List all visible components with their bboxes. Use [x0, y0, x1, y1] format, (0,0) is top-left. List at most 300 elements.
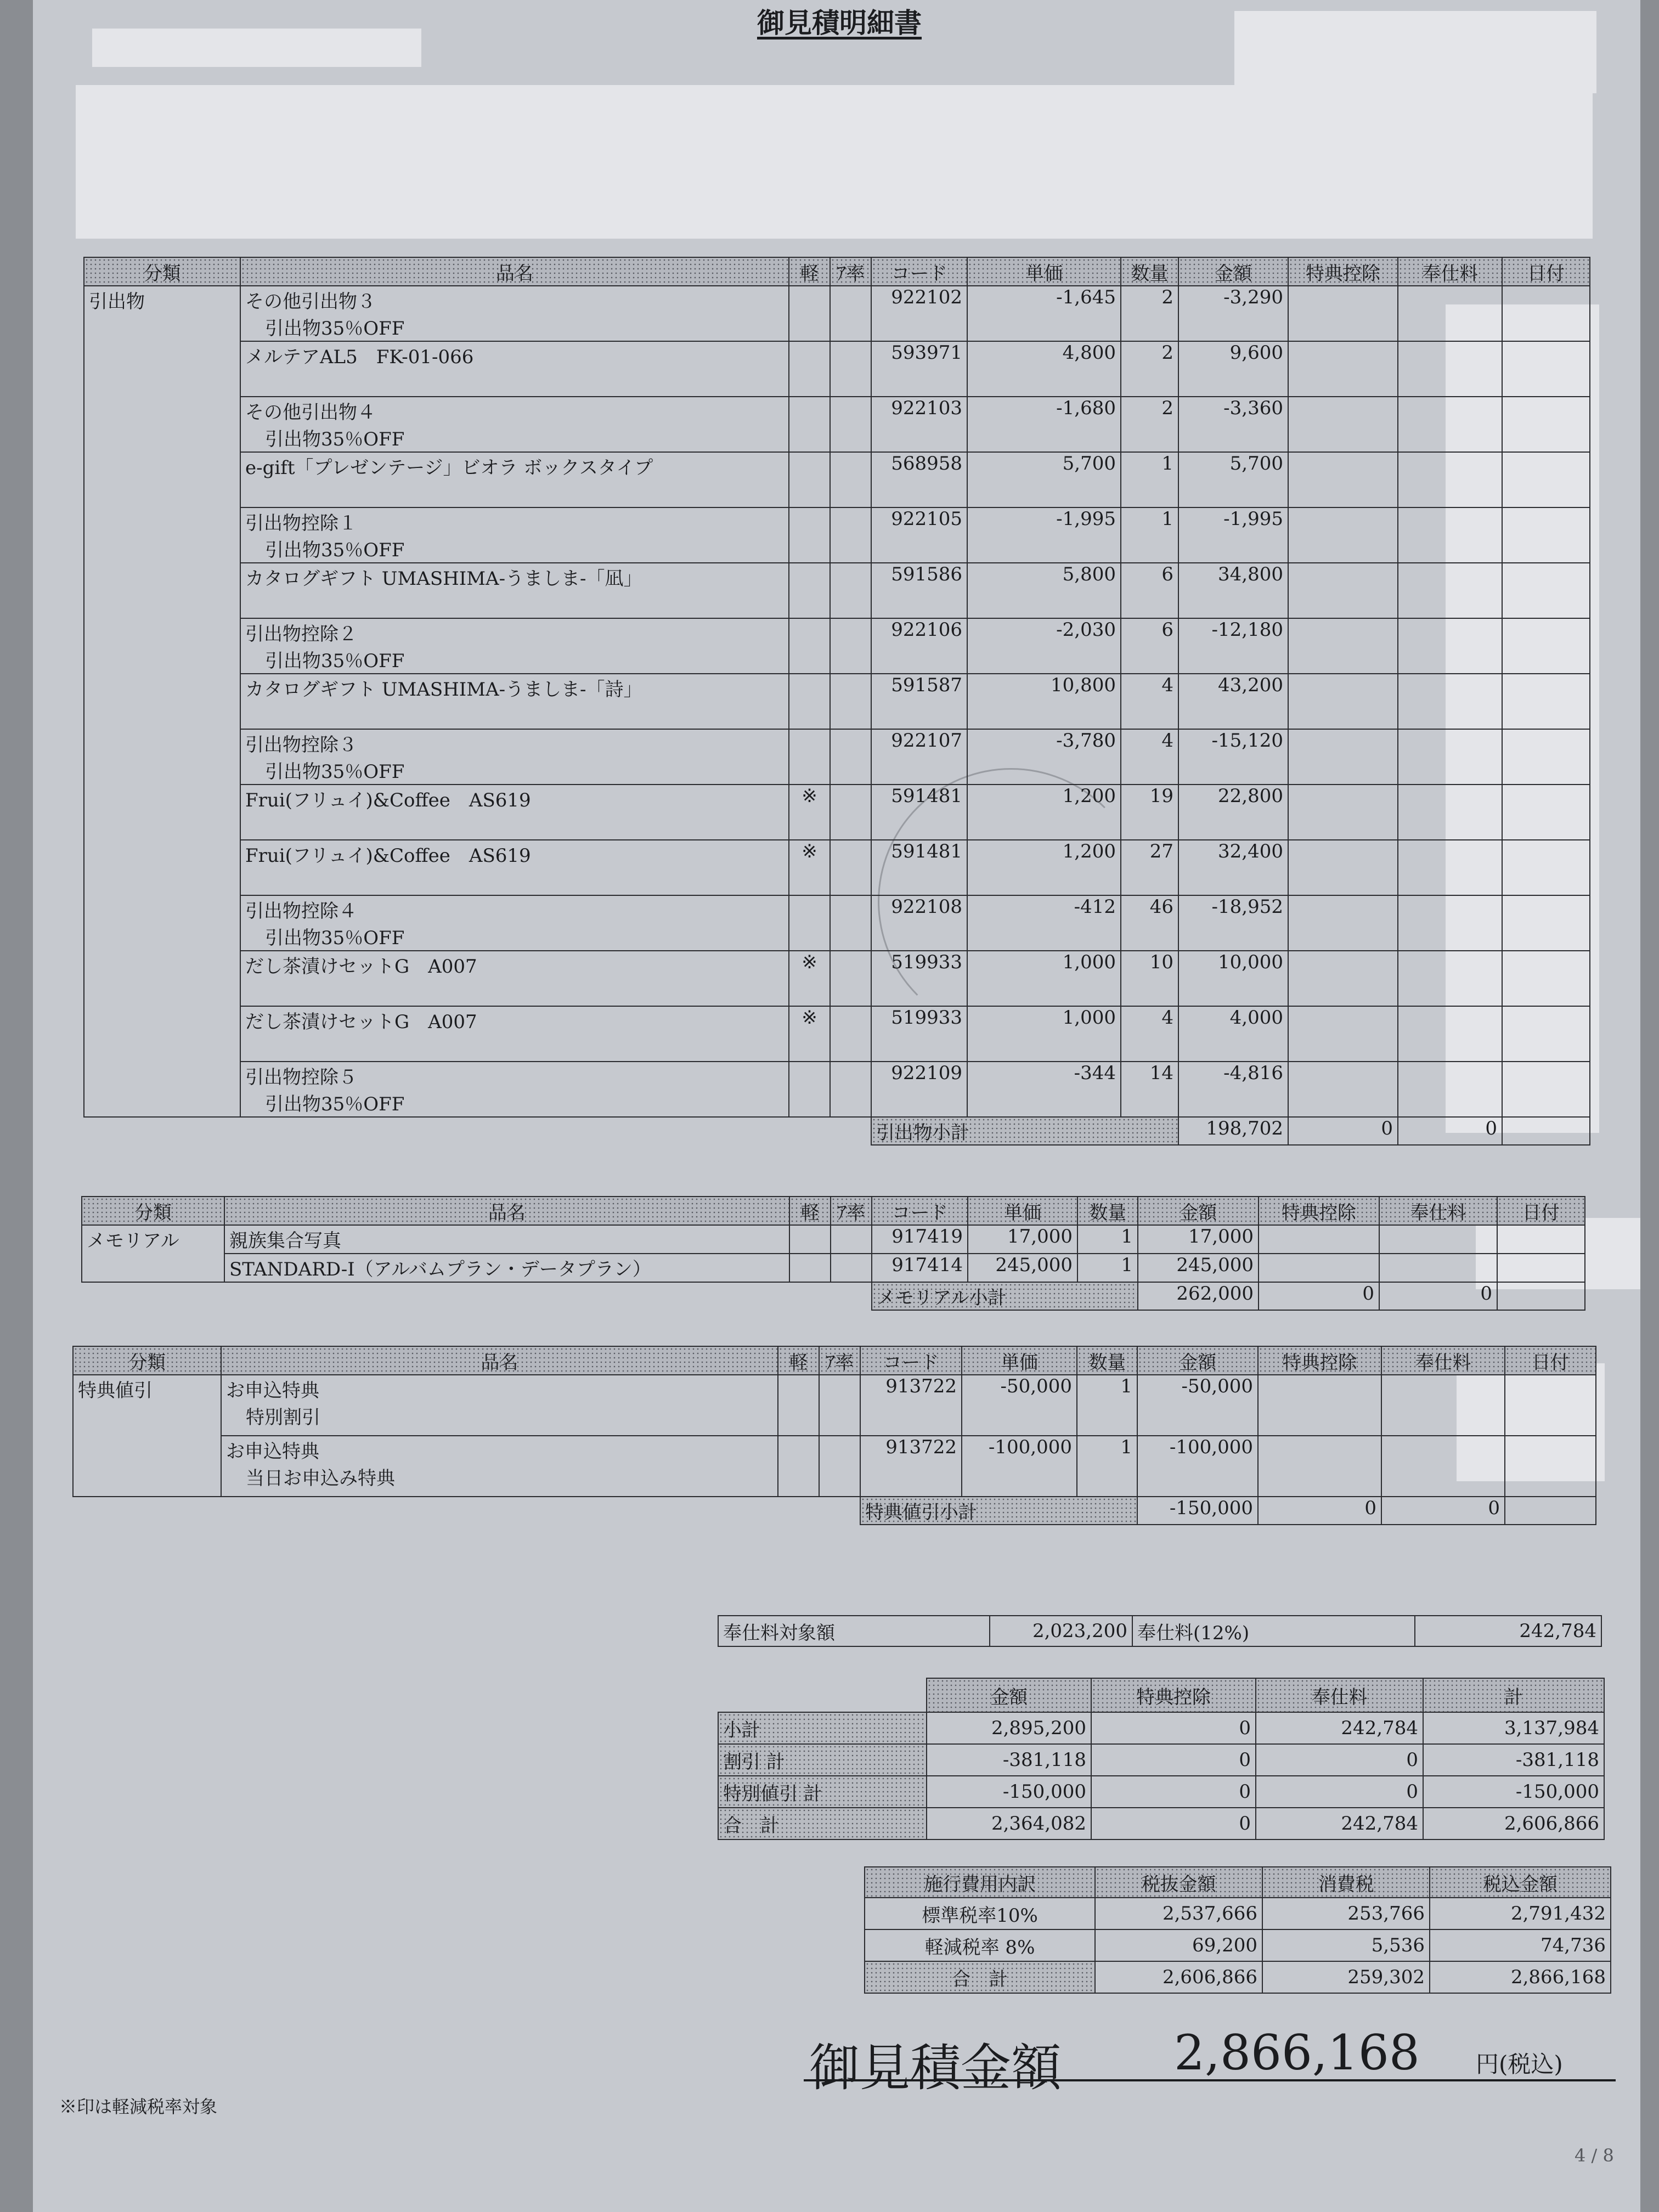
- summary-row: [718, 1712, 1604, 1744]
- tax-value: 2,791,432: [1430, 1898, 1611, 1929]
- qty-cell: 1: [1121, 452, 1178, 507]
- table-row: [84, 397, 1590, 452]
- date-cell: [1502, 785, 1590, 840]
- item-name: だし茶漬けセットG A007: [245, 956, 477, 978]
- service-cell: [1379, 1225, 1497, 1254]
- subtotal-benefit: 0: [1258, 1497, 1381, 1525]
- amount-cell: 43,200: [1178, 674, 1288, 729]
- amount-cell: -50,000: [1137, 1375, 1258, 1436]
- qty-cell: 14: [1121, 1062, 1178, 1117]
- header-benefit: 特典控除: [1288, 257, 1398, 286]
- header-date: 日付: [1502, 257, 1590, 286]
- unit-price-cell: 1,200: [967, 840, 1121, 895]
- item-name: e-gift「プレゼンテージ」ビオラ ボックスタイプ: [245, 457, 653, 479]
- qty-cell: 10: [1121, 951, 1178, 1006]
- item-name-cell: [240, 397, 789, 452]
- qty-cell: 4: [1121, 729, 1178, 785]
- subtotal-service: 0: [1398, 1117, 1502, 1145]
- code-cell: 913722: [860, 1375, 962, 1436]
- unit-price-cell: -2,030: [967, 618, 1121, 674]
- date-cell: [1502, 1062, 1590, 1117]
- date-cell: [1502, 397, 1590, 452]
- unit-price-cell: 1,000: [967, 951, 1121, 1006]
- unit-price-cell: 17,000: [968, 1225, 1077, 1254]
- document-title: 御見積明細書: [757, 7, 922, 39]
- qty-cell: 1: [1077, 1225, 1138, 1254]
- summary-header-service: 奉仕料: [1256, 1678, 1423, 1712]
- reduced-tax-mark: [789, 674, 830, 729]
- summary-header-total: 計: [1423, 1678, 1604, 1712]
- subtotal-benefit: 0: [1259, 1282, 1379, 1310]
- amount-cell: -3,360: [1178, 397, 1288, 452]
- header-name: 品名: [240, 257, 789, 286]
- reduced-tax-mark: [789, 1254, 831, 1282]
- item-name: 引出物控除２: [245, 623, 357, 645]
- summary-value: 0: [1091, 1776, 1256, 1808]
- item-name: STANDARD-Ⅰ（アルバムプラン・データプラン）: [229, 1259, 651, 1280]
- code-cell: 922106: [871, 618, 967, 674]
- header-unit-price: 単価: [962, 1346, 1077, 1375]
- subtotal-row: [84, 1117, 1590, 1145]
- tax-cell: [830, 785, 871, 840]
- table-row: [82, 1225, 1585, 1254]
- summary-header-benefit: 特典控除: [1091, 1678, 1256, 1712]
- benefit-cell: [1288, 1006, 1398, 1062]
- unit-price-cell: -1,680: [967, 397, 1121, 452]
- service-cell: [1398, 397, 1502, 452]
- redacted-block: [1234, 11, 1596, 93]
- date-cell: [1502, 618, 1590, 674]
- unit-price-cell: 5,800: [967, 563, 1121, 618]
- header-tax-rate: ｱ率: [830, 257, 871, 286]
- subtotal-label: 特典値引小計: [860, 1497, 1137, 1525]
- tax-value: 259,302: [1262, 1961, 1430, 1993]
- service-cell: [1398, 729, 1502, 785]
- tax-value: 2,537,666: [1095, 1898, 1262, 1929]
- header-service: 奉仕料: [1381, 1346, 1505, 1375]
- tax-header-excl: 税抜金額: [1095, 1867, 1262, 1898]
- date-cell: [1502, 563, 1590, 618]
- section-table-tokuten: [72, 1346, 1596, 1525]
- footnote: ※印は軽減税率対象: [59, 2096, 218, 2117]
- qty-cell: 27: [1121, 840, 1178, 895]
- item-name-cell: [240, 895, 789, 951]
- amount-cell: 10,000: [1178, 951, 1288, 1006]
- item-name: カタログギフト UMASHIMA-うましま-「詩」: [245, 679, 642, 701]
- date-cell: [1497, 1254, 1585, 1282]
- date-cell: [1502, 1006, 1590, 1062]
- amount-cell: 4,000: [1178, 1006, 1288, 1062]
- amount-cell: -100,000: [1137, 1436, 1258, 1497]
- header-qty: 数量: [1077, 1346, 1137, 1375]
- summary-value: 0: [1091, 1808, 1256, 1839]
- service-cell: [1398, 618, 1502, 674]
- unit-price-cell: -3,780: [967, 729, 1121, 785]
- unit-price-cell: -412: [967, 895, 1121, 951]
- grand-total: [804, 2024, 1616, 2097]
- date-cell: [1502, 507, 1590, 563]
- header-reduced: 軽: [789, 1197, 831, 1225]
- header-category: 分類: [73, 1346, 221, 1375]
- table-row: [84, 507, 1590, 563]
- tax-header-incl: 税込金額: [1430, 1867, 1611, 1898]
- summary-row-label: 小計: [718, 1712, 927, 1744]
- header-qty: 数量: [1077, 1197, 1138, 1225]
- tax-cell: [830, 397, 871, 452]
- service-base-value: 2,023,200: [990, 1616, 1132, 1646]
- subtotal-spacer: [73, 1497, 860, 1525]
- item-name-cell: [240, 507, 789, 563]
- table-row: [84, 1006, 1590, 1062]
- subtotal-amount: 198,702: [1178, 1117, 1288, 1145]
- unit-price-cell: -100,000: [962, 1436, 1077, 1497]
- tax-cell: [830, 563, 871, 618]
- service-cell: [1398, 1006, 1502, 1062]
- table-row: [84, 951, 1590, 1006]
- item-name-cell: [240, 729, 789, 785]
- header-category: 分類: [82, 1197, 224, 1225]
- tax-cell: [831, 1225, 872, 1254]
- item-name-cell: [240, 674, 789, 729]
- code-cell: 519933: [871, 951, 967, 1006]
- table-row: [84, 895, 1590, 951]
- unit-price-cell: 1,200: [967, 785, 1121, 840]
- header-benefit: 特典控除: [1259, 1197, 1379, 1225]
- header-tax-rate: ｱ率: [831, 1197, 872, 1225]
- summary-value: 2,364,082: [927, 1808, 1091, 1839]
- header-qty: 数量: [1121, 257, 1178, 286]
- tax-value: 253,766: [1262, 1898, 1430, 1929]
- table-row: [84, 840, 1590, 895]
- tax-value: 69,200: [1095, 1929, 1262, 1961]
- item-name: 引出物控除３: [245, 734, 357, 756]
- header-code: コード: [871, 257, 967, 286]
- summary-value: 2,606,866: [1423, 1808, 1604, 1839]
- benefit-cell: [1288, 840, 1398, 895]
- table-row: [82, 1254, 1585, 1282]
- summary-value: 242,784: [1256, 1808, 1423, 1839]
- item-name-cell: [240, 341, 789, 397]
- summary-row: [718, 1808, 1604, 1839]
- date-cell: [1502, 951, 1590, 1006]
- amount-cell: -12,180: [1178, 618, 1288, 674]
- tax-cell: [830, 895, 871, 951]
- amount-cell: 32,400: [1178, 840, 1288, 895]
- benefit-cell: [1258, 1375, 1381, 1436]
- tax-cell: [830, 729, 871, 785]
- item-name-cell: [240, 1006, 789, 1062]
- tax-row-label: 合 計: [865, 1961, 1095, 1993]
- subtotal-label: 引出物小計: [871, 1117, 1178, 1145]
- header-date: 日付: [1497, 1197, 1585, 1225]
- summary-value: 0: [1091, 1744, 1256, 1776]
- summary-row: [718, 1744, 1604, 1776]
- item-name: だし茶漬けセットG A007: [245, 1011, 477, 1033]
- benefit-cell: [1288, 563, 1398, 618]
- service-cell: [1398, 1062, 1502, 1117]
- unit-price-cell: 5,700: [967, 452, 1121, 507]
- header-code: コード: [872, 1197, 968, 1225]
- header-name: 品名: [221, 1346, 778, 1375]
- tax-value: 2,866,168: [1430, 1961, 1611, 1993]
- amount-cell: 17,000: [1138, 1225, 1259, 1254]
- redacted-block: [76, 85, 1593, 239]
- grand-total-unit: 円(税込): [1476, 2051, 1563, 2078]
- benefit-cell: [1288, 729, 1398, 785]
- date-cell: [1502, 452, 1590, 507]
- header-service: 奉仕料: [1398, 257, 1502, 286]
- tax-cell: [830, 618, 871, 674]
- amount-cell: 245,000: [1138, 1254, 1259, 1282]
- summary-corner: [718, 1678, 927, 1712]
- service-cell: [1398, 785, 1502, 840]
- tax-row: [865, 1898, 1611, 1929]
- unit-price-cell: 1,000: [967, 1006, 1121, 1062]
- code-cell: 922109: [871, 1062, 967, 1117]
- summary-value: 0: [1256, 1776, 1423, 1808]
- service-charge-table: [718, 1615, 1602, 1647]
- section-table-memorial: [81, 1196, 1585, 1311]
- reduced-tax-mark: [789, 341, 830, 397]
- category-cell: 引出物: [84, 286, 240, 1117]
- code-cell: 568958: [871, 452, 967, 507]
- date-cell: [1502, 286, 1590, 341]
- subtotal-label: メモリアル小計: [872, 1282, 1138, 1310]
- service-cell: [1398, 286, 1502, 341]
- service-cell: [1398, 507, 1502, 563]
- item-name-cell: [224, 1225, 789, 1254]
- table-row: [73, 1375, 1596, 1436]
- benefit-cell: [1288, 397, 1398, 452]
- code-cell: 922107: [871, 729, 967, 785]
- reduced-tax-mark: [789, 729, 830, 785]
- header-category: 分類: [84, 257, 240, 286]
- date-cell: [1502, 895, 1590, 951]
- subtotal-spacer: [82, 1282, 872, 1310]
- item-name: カタログギフト UMASHIMA-うましま-「凪」: [245, 568, 642, 590]
- reduced-tax-mark: [778, 1436, 819, 1497]
- tax-cell: [819, 1375, 860, 1436]
- date-cell: [1497, 1225, 1585, 1254]
- table-row: [84, 563, 1590, 618]
- date-cell: [1505, 1375, 1596, 1436]
- tax-row: [865, 1961, 1611, 1993]
- item-name: 引出物控除４: [245, 900, 357, 922]
- qty-cell: 1: [1077, 1436, 1137, 1497]
- tax-cell: [819, 1436, 860, 1497]
- summary-row-label: 割引 計: [718, 1744, 927, 1776]
- item-sub: 引出物35％OFF: [265, 650, 405, 672]
- reduced-tax-mark: [778, 1375, 819, 1436]
- tax-cell: [830, 507, 871, 563]
- benefit-cell: [1288, 1062, 1398, 1117]
- tax-header-tax: 消費税: [1262, 1867, 1430, 1898]
- service-cell: [1381, 1436, 1505, 1497]
- qty-cell: 1: [1077, 1254, 1138, 1282]
- unit-price-cell: 4,800: [967, 341, 1121, 397]
- benefit-cell: [1259, 1225, 1379, 1254]
- reduced-tax-mark: ※: [789, 840, 830, 895]
- item-name: Frui(フリュイ)&Coffee AS619: [245, 789, 531, 811]
- qty-cell: 19: [1121, 785, 1178, 840]
- item-sub: 引出物35％OFF: [265, 927, 405, 949]
- grand-total-label: 御見積金額: [809, 2039, 1062, 2097]
- item-name: 親族集合写真: [229, 1230, 341, 1252]
- page-number: 4 / 8: [1575, 2145, 1614, 2166]
- item-name-cell: [240, 452, 789, 507]
- amount-cell: -4,816: [1178, 1062, 1288, 1117]
- tax-cell: [830, 452, 871, 507]
- tax-cell: [830, 951, 871, 1006]
- summary-row: [718, 1776, 1604, 1808]
- qty-cell: 6: [1121, 618, 1178, 674]
- header-tax-rate: ｱ率: [819, 1346, 860, 1375]
- section-header-row: [82, 1197, 1585, 1225]
- header-code: コード: [860, 1346, 962, 1375]
- item-sub: 引出物35％OFF: [265, 428, 405, 450]
- tax-cell: [830, 674, 871, 729]
- benefit-cell: [1288, 674, 1398, 729]
- tax-cell: [831, 1254, 872, 1282]
- qty-cell: 2: [1121, 397, 1178, 452]
- subtotal-service: 0: [1379, 1282, 1497, 1310]
- tax-header-breakdown: 施行費用内訳: [865, 1867, 1095, 1898]
- reduced-tax-mark: [789, 563, 830, 618]
- tax-row-label: 標準税率10%: [865, 1898, 1095, 1929]
- table-row: [84, 729, 1590, 785]
- subtotal-row: [82, 1282, 1585, 1310]
- amount-cell: 5,700: [1178, 452, 1288, 507]
- amount-cell: -15,120: [1178, 729, 1288, 785]
- reduced-tax-mark: [789, 1062, 830, 1117]
- subtotal-date: [1502, 1117, 1590, 1145]
- code-cell: 591587: [871, 674, 967, 729]
- category-cell: 特典値引: [73, 1375, 221, 1497]
- summary-row-label: 特別値引 計: [718, 1776, 927, 1808]
- qty-cell: 2: [1121, 286, 1178, 341]
- subtotal-amount: -150,000: [1137, 1497, 1258, 1525]
- service-cell: [1398, 895, 1502, 951]
- summary-header-amount: 金額: [927, 1678, 1091, 1712]
- tax-cell: [830, 341, 871, 397]
- table-row: [73, 1436, 1596, 1497]
- qty-cell: 4: [1121, 674, 1178, 729]
- amount-cell: -18,952: [1178, 895, 1288, 951]
- code-cell: 917414: [872, 1254, 968, 1282]
- benefit-cell: [1288, 895, 1398, 951]
- tax-value: 5,536: [1262, 1929, 1430, 1961]
- subtotal-date: [1505, 1497, 1596, 1525]
- benefit-cell: [1288, 507, 1398, 563]
- header-unit-price: 単価: [968, 1197, 1077, 1225]
- summary-value: 3,137,984: [1423, 1712, 1604, 1744]
- benefit-cell: [1288, 785, 1398, 840]
- amount-cell: -1,995: [1178, 507, 1288, 563]
- service-cell: [1398, 674, 1502, 729]
- header-amount: 金額: [1138, 1197, 1259, 1225]
- item-name: その他引出物３: [245, 291, 376, 313]
- item-sub: 引出物35％OFF: [265, 318, 405, 340]
- table-row: [84, 674, 1590, 729]
- item-name-cell: [240, 286, 789, 341]
- item-name: その他引出物４: [245, 402, 376, 424]
- qty-cell: 4: [1121, 1006, 1178, 1062]
- unit-price-cell: 10,800: [967, 674, 1121, 729]
- tax-row: [865, 1929, 1611, 1961]
- reduced-tax-mark: ※: [789, 1006, 830, 1062]
- reduced-tax-mark: ※: [789, 951, 830, 1006]
- table-row: [84, 1062, 1590, 1117]
- unit-price-cell: -344: [967, 1062, 1121, 1117]
- summary-value: 242,784: [1256, 1712, 1423, 1744]
- header-name: 品名: [224, 1197, 789, 1225]
- header-amount: 金額: [1178, 257, 1288, 286]
- reduced-tax-mark: [789, 1225, 831, 1254]
- code-cell: 593971: [871, 341, 967, 397]
- qty-cell: 1: [1121, 507, 1178, 563]
- header-unit-price: 単価: [967, 257, 1121, 286]
- service-cell: [1398, 840, 1502, 895]
- qty-cell: 2: [1121, 341, 1178, 397]
- benefit-cell: [1288, 618, 1398, 674]
- unit-price-cell: -1,995: [967, 507, 1121, 563]
- code-cell: 917419: [872, 1225, 968, 1254]
- section-header-row: [84, 257, 1590, 286]
- item-name-cell: [240, 618, 789, 674]
- date-cell: [1502, 729, 1590, 785]
- section-header-row: [73, 1346, 1596, 1375]
- amount-cell: 9,600: [1178, 341, 1288, 397]
- item-name: Frui(フリュイ)&Coffee AS619: [245, 845, 531, 867]
- summary-value: -150,000: [1423, 1776, 1604, 1808]
- header-reduced: 軽: [789, 257, 830, 286]
- benefit-cell: [1259, 1254, 1379, 1282]
- tax-row-label: 軽減税率 8%: [865, 1929, 1095, 1961]
- summary-row-label: 合 計: [718, 1808, 927, 1839]
- service-cell: [1398, 563, 1502, 618]
- service-cell: [1398, 452, 1502, 507]
- summary-value: -150,000: [927, 1776, 1091, 1808]
- code-cell: 922102: [871, 286, 967, 341]
- tax-cell: [830, 840, 871, 895]
- tax-cell: [830, 1062, 871, 1117]
- service-base-label: 奉仕料対象額: [718, 1616, 990, 1646]
- item-name-cell: [240, 785, 789, 840]
- reduced-tax-mark: [789, 895, 830, 951]
- table-row: [84, 341, 1590, 397]
- item-sub: 当日お申込み特典: [246, 1468, 395, 1489]
- date-cell: [1502, 341, 1590, 397]
- date-cell: [1502, 840, 1590, 895]
- service-cell: [1398, 951, 1502, 1006]
- tax-cell: [830, 286, 871, 341]
- summary-value: -381,118: [927, 1744, 1091, 1776]
- service-rate-value: 242,784: [1415, 1616, 1601, 1646]
- header-amount: 金額: [1137, 1346, 1258, 1375]
- code-cell: 922105: [871, 507, 967, 563]
- code-cell: 922103: [871, 397, 967, 452]
- code-cell: 519933: [871, 1006, 967, 1062]
- item-name: 引出物控除５: [245, 1066, 357, 1088]
- item-sub: 引出物35％OFF: [265, 1093, 405, 1115]
- item-name-cell: [240, 1062, 789, 1117]
- subtotal-spacer: [84, 1117, 871, 1145]
- amount-cell: 34,800: [1178, 563, 1288, 618]
- reduced-tax-mark: [789, 397, 830, 452]
- item-name-cell: [240, 951, 789, 1006]
- item-name-cell: [221, 1436, 778, 1497]
- benefit-cell: [1288, 951, 1398, 1006]
